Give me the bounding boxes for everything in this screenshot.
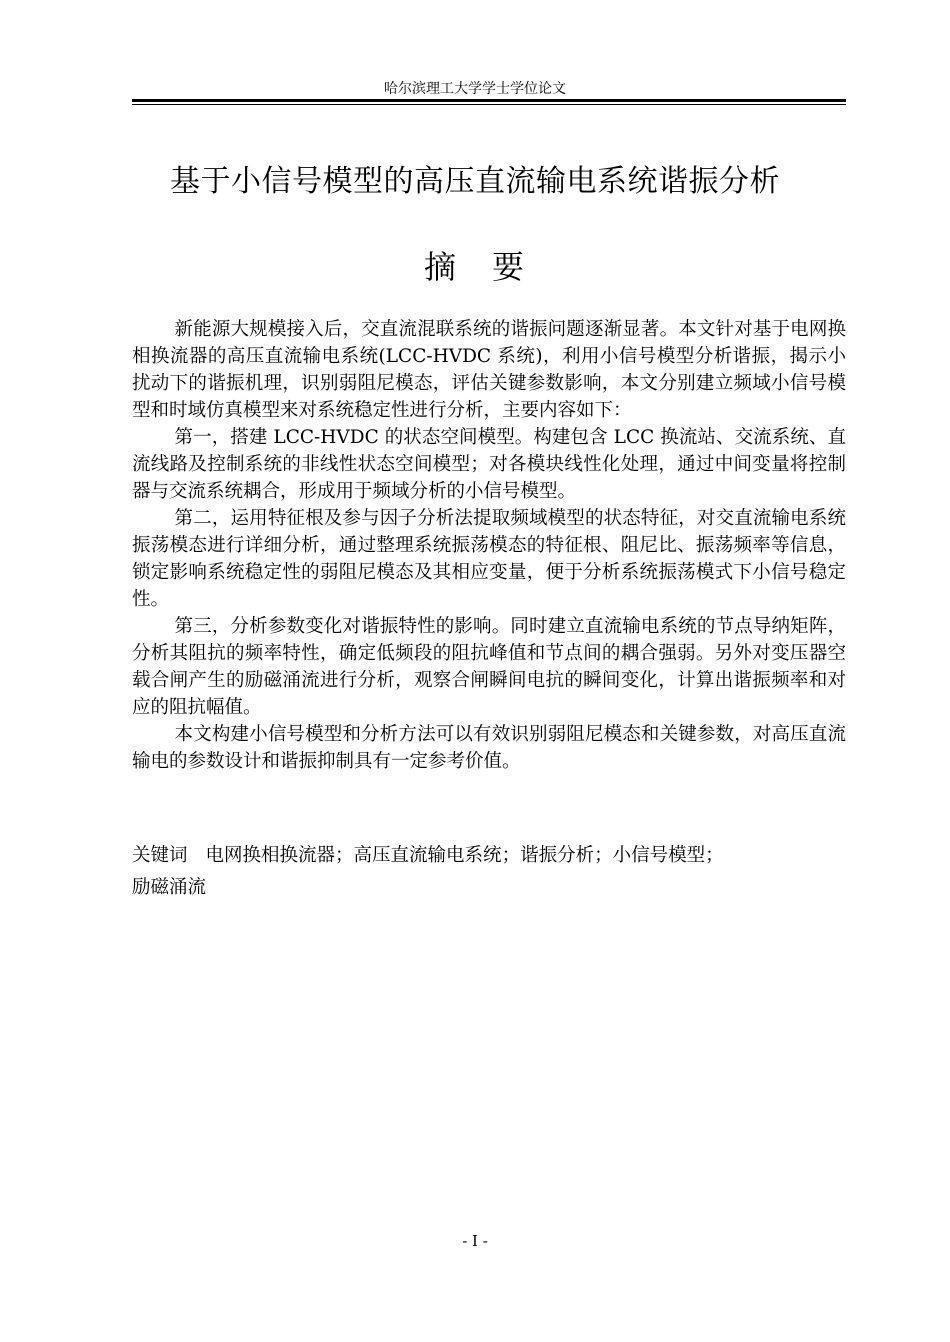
running-header: 哈尔滨理工大学学士学位论文 (384, 81, 566, 97)
header-rule-thick (132, 99, 846, 102)
keywords-label: 关键词 (132, 845, 188, 866)
abstract-body (132, 316, 846, 775)
keyword-separator: ； (594, 845, 613, 866)
keyword-item: 小信号模型 (612, 845, 706, 866)
abstract-paragraph-second: 第二，运用特征根及参与因子分析法提取频域模型的状态特征，对交直流输电系统振荡模态进行详细分析，通过整理系统振荡模态的特征根、阻尼比、振荡频率等信息，锁定影响系统稳定性的弱阻尼模态及其相应变量，便于分析系统振荡模式下小信号稳定性。 (132, 508, 846, 610)
abstract-paragraph-conclusion: 本文构建小信号模型和分析方法可以有效识别弱阻尼模态和关键参数，对高压直流输电的参数设计和谐振抑制具有一定参考价值。 (132, 724, 846, 772)
keyword-separator: ； (335, 845, 354, 866)
keyword-item: 高压直流输电系统 (353, 845, 502, 866)
keywords-block (132, 840, 846, 904)
header-rule-thin (132, 104, 846, 105)
keyword-item: 电网换相换流器 (205, 845, 336, 866)
abstract-heading: 摘 要 (423, 248, 526, 286)
abstract-paragraph-third: 第三，分析参数变化对谐振特性的影响。同时建立直流输电系统的节点导纳矩阵，分析其阻抗的频率特性，确定低频段的阻抗峰值和节点间的耦合强弱。另外对变压器空载合闸产生的励磁涌流进行分析，观察合闸瞬间电抗的瞬间变化，计算出谐振频率和对应的阻抗幅值。 (132, 616, 846, 718)
keyword-separator: ； (705, 845, 724, 866)
abstract-paragraph-first: 第一，搭建 LCC-HVDC 的状态空间模型。构建包含 LCC 换流站、交流系统、直流线路及控制系统的非线性状态空间模型；对各模块线性化处理，通过中间变量将控制器与交流系统耦合，形成用于频域分析的小信号模型。 (132, 427, 846, 502)
keyword-item: 谐振分析 (520, 845, 595, 866)
thesis-title: 基于小信号模型的高压直流输电系统谐振分析 (170, 164, 780, 199)
keyword-separator: ； (501, 845, 521, 866)
page-number: - I - (462, 1232, 488, 1250)
abstract-paragraph-intro: 新能源大规模接入后，交直流混联系统的谐振问题逐渐显著。本文针对基于电网换相换流器的高压直流输电系统(LCC-HVDC 系统)，利用小信号模型分析谐振，揭示小扰动下的谐振机理，识别弱阻尼模态，评估关键参数影响，本文分别建立频域小信号模型和时域仿真模型来对系统稳定性进行分析，主要内容如下： (132, 319, 846, 421)
keyword-item: 励磁涌流 (132, 877, 207, 898)
